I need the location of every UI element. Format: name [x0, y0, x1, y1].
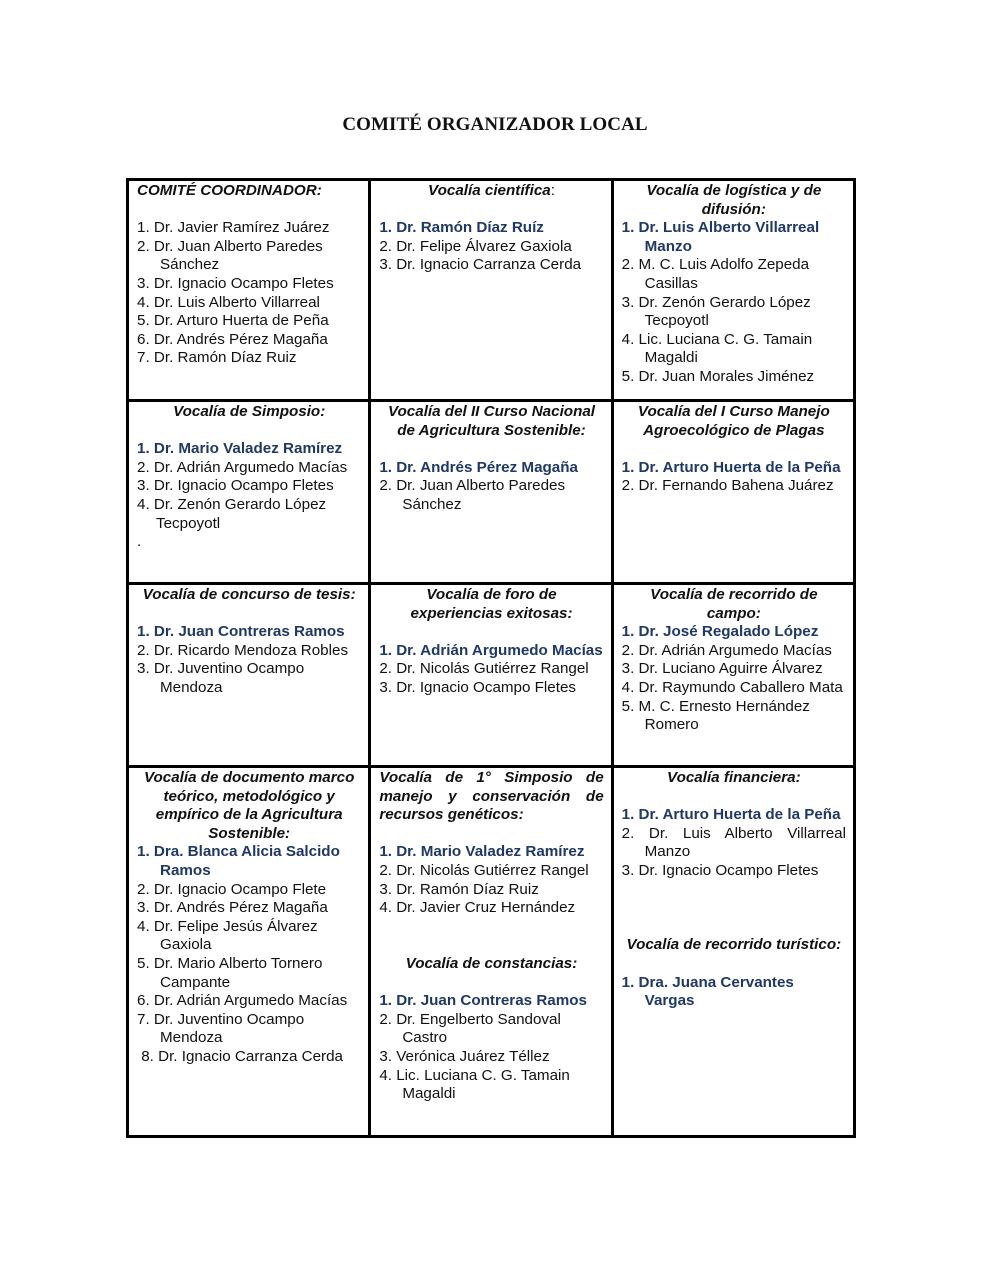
member-item: 2. Dr. Luis Alberto Villarreal Manzo — [621, 824, 846, 861]
cell-vocalia-curso-ii — [370, 401, 612, 584]
member-item: 3. Dr. Ignacio Carranza Cerda — [379, 256, 582, 274]
page-title: COMITÉ ORGANIZADOR LOCAL — [342, 114, 648, 135]
member-item: 4. Lic. Luciana C. G. Tamain Magaldi — [621, 330, 813, 367]
member-item: 2. Dr. Felipe Álvarez Gaxiola — [379, 237, 572, 255]
heading-text: Vocalía científica — [428, 182, 551, 199]
lead-member: 1. Dra. Juana Cervantes Vargas — [621, 973, 794, 1010]
lead-member: 1. Dr. Arturo Huerta de la Peña — [621, 458, 841, 476]
member-item: 4. Lic. Luciana C. G. Tamain Magaldi — [379, 1066, 570, 1103]
cell-heading: COMITÉ COORDINADOR: — [137, 182, 322, 199]
member-item: 8. Dr. Ignacio Carranza Cerda — [137, 1047, 343, 1065]
lead-member: 1. Dr. Adrián Argumedo Macías — [379, 641, 603, 659]
spacer — [137, 422, 361, 441]
member-item: 2. Dr. Juan Alberto Paredes Sánchez — [137, 237, 323, 274]
spacer — [379, 936, 603, 955]
lead-member: 1. Dr. Juan Contreras Ramos — [379, 992, 587, 1010]
member-item: 2. Dr. Fernando Bahena Juárez — [621, 477, 834, 495]
cell-vocalia-financiera-turistico — [612, 767, 854, 1137]
member-item: 6. Dr. Andrés Pérez Magaña — [137, 330, 328, 348]
cell-vocalia-documento — [128, 767, 370, 1137]
lead-member: 1. Dr. Andrés Pérez Magaña — [379, 458, 578, 476]
member-item: 4. Dr. Felipe Jesús Álvarez Gaxiola — [137, 917, 318, 954]
member-item: 2. Dr. Adrián Argumedo Macías — [621, 641, 832, 659]
spacer — [379, 440, 603, 459]
member-item: 5. Dr. Juan Morales Jiménez — [621, 367, 815, 385]
member-item: 2. Dr. Nicolás Gutiérrez Rangel — [379, 861, 589, 879]
member-item: 3. Dr. Ramón Díaz Ruiz — [379, 880, 539, 898]
trailing-dot: . — [137, 533, 142, 551]
table-row — [128, 767, 855, 1137]
spacer — [137, 201, 361, 220]
cell-vocalia-recursos-constancias — [370, 767, 612, 1137]
member-item: 7. Dr. Juventino Ocampo Mendoza — [137, 1010, 305, 1047]
lead-member: 1. Dr. Luis Alberto Villarreal Manzo — [621, 219, 820, 255]
member-item: 5. Dr. Mario Alberto Tornero Campante — [137, 954, 323, 991]
lead-member: 1. Dr. Ramón Díaz Ruíz — [379, 219, 544, 237]
lead-member: 1. Dra. Blanca Alicia Salcido Ramos — [137, 843, 340, 879]
spacer — [379, 825, 603, 844]
spacer — [379, 974, 603, 993]
lead-member: 1. Dr. Mario Valadez Ramírez — [137, 440, 343, 458]
member-item: 2. M. C. Luis Adolfo Zepeda Casillas — [621, 256, 810, 292]
lead-member: 1. Dr. Mario Valadez Ramírez — [379, 843, 585, 861]
lead-member: 1. Dr. Juan Contreras Ramos — [137, 623, 345, 641]
member-item: 2. Dr. Nicolás Gutiérrez Rangel — [379, 660, 589, 678]
lead-member: 1. Dr. Arturo Huerta de la Peña — [621, 806, 841, 824]
spacer — [622, 955, 846, 974]
cell-heading: Vocalía de Simposio: — [173, 403, 326, 420]
spacer — [622, 918, 846, 937]
member-item: 4. Dr. Luis Alberto Villarreal — [137, 293, 320, 311]
spacer — [379, 918, 603, 937]
committee-table — [126, 178, 856, 1138]
member-item: 3. Dr. Zenón Gerardo López Tecpoyotl — [621, 293, 811, 330]
spacer — [379, 623, 603, 642]
cell-heading: Vocalía de recorrido turístico: — [626, 936, 842, 954]
cell-vocalia-tesis — [128, 584, 370, 767]
table-row — [128, 584, 855, 767]
cell-heading: Vocalía de recorrido de campo: — [650, 586, 818, 622]
cell-heading: Vocalía del II Curso Nacional de Agricultura Sostenible: — [387, 403, 596, 439]
spacer — [622, 881, 846, 900]
member-item: 3. Dr. Andrés Pérez Magaña — [137, 899, 328, 917]
cell-heading: Vocalía de concurso de tesis: — [142, 586, 356, 603]
member-item: 4. Dr. Zenón Gerardo López Tecpoyotl — [137, 495, 327, 532]
member-item: 5. M. C. Ernesto Hernández Romero — [621, 697, 810, 734]
cell-vocalia-foro — [370, 584, 612, 767]
member-item: 2. Dr. Ignacio Ocampo Flete — [137, 880, 327, 898]
member-item: 2. Dr. Juan Alberto Paredes Sánchez — [379, 477, 566, 513]
member-item: 4. Dr. Javier Cruz Hernández — [379, 899, 576, 917]
spacer — [622, 440, 846, 459]
member-item: 5. Dr. Arturo Huerta de Peña — [137, 312, 329, 330]
spacer — [379, 201, 603, 220]
cell-vocalia-logistica — [612, 180, 854, 401]
cell-heading: Vocalía de documento marco teórico, metodológico y empírico de la Agricultura Sostenible: — [143, 769, 355, 842]
member-item: 3. Dr. Ignacio Ocampo Fletes — [137, 274, 334, 292]
table-row — [128, 401, 855, 584]
member-item: 6. Dr. Adrián Argumedo Macías — [137, 992, 348, 1010]
member-item: 4. Dr. Raymundo Caballero Mata — [621, 678, 843, 696]
cell-heading: Vocalía de foro de experiencias exitosas: — [410, 586, 573, 622]
member-item: 2. Dr. Engelberto Sandoval Castro — [379, 1010, 561, 1047]
cell-comite-coordinador — [128, 180, 370, 401]
member-item: 2. Dr. Adrián Argumedo Macías — [137, 458, 348, 476]
cell-vocalia-recorrido-campo — [612, 584, 854, 767]
member-item: 7. Dr. Ramón Díaz Ruiz — [137, 349, 297, 367]
cell-heading: Vocalía de logística y de difusión: — [646, 182, 822, 218]
member-item: 3. Dr. Ignacio Ocampo Fletes — [137, 477, 334, 495]
cell-vocalia-simposio — [128, 401, 370, 584]
cell-heading: Vocalía del I Curso Manejo Agroecológico de Plagas — [637, 403, 830, 439]
member-item: 1. Dr. Javier Ramírez Juárez — [137, 219, 330, 237]
member-item: 3. Dr. Ignacio Ocampo Fletes — [379, 678, 577, 696]
spacer — [137, 605, 361, 624]
member-item: 3. Dr. Luciano Aguirre Álvarez — [621, 660, 823, 678]
cell-vocalia-cientifica — [370, 180, 612, 401]
member-item: 2. Dr. Ricardo Mendoza Robles — [137, 641, 349, 659]
table-row — [128, 180, 855, 401]
cell-vocalia-curso-i — [612, 401, 854, 584]
cell-heading: Vocalía de constancias: — [405, 954, 578, 972]
cell-heading: Vocalía financiera: — [667, 769, 801, 786]
spacer — [622, 788, 846, 807]
cell-heading — [379, 182, 603, 201]
spacer — [622, 899, 846, 918]
member-item: 3. Verónica Juárez Téllez — [379, 1047, 550, 1065]
member-item: 3. Dr. Ignacio Ocampo Fletes — [621, 861, 819, 879]
member-item: 3. Dr. Juventino Ocampo Mendoza — [137, 660, 305, 696]
lead-member: 1. Dr. José Regalado López — [621, 623, 819, 641]
heading-colon: : — [550, 182, 555, 199]
cell-heading: Vocalía de 1° Simposio de manejo y conservación de recursos genéticos: — [379, 769, 604, 824]
